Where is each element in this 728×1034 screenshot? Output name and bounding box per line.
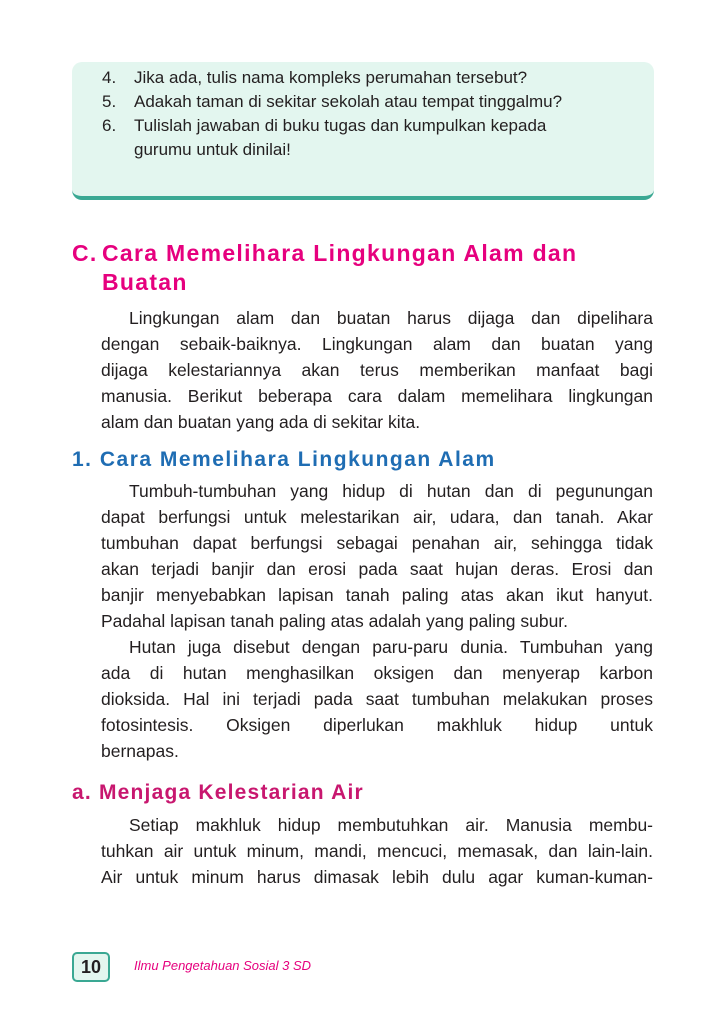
paragraph-line: Air untuk minum harus dimasak lebih dulu agar kuman-kuman- bbox=[101, 867, 653, 887]
task-number: 6. bbox=[102, 116, 117, 135]
paragraph-line: tumbuhan dapat berfungsi sebagai penahan air, sehingga tidak bbox=[101, 533, 653, 553]
paragraph-line: dapat berfungsi untuk melestarikan air, udara, dan tanah. Akar bbox=[101, 507, 653, 527]
paragraph-line: fotosintesis. Oksigen diperlukan makhluk hidup untuk bbox=[101, 715, 653, 735]
paragraph-line: manusia. Berikut beberapa cara dalam memelihara lingkungan bbox=[101, 386, 653, 406]
task-box bbox=[72, 62, 654, 200]
section-a-paragraph bbox=[101, 812, 653, 890]
task-text: gurumu untuk dinilai! bbox=[134, 140, 291, 159]
task-text: Jika ada, tulis nama kompleks perumahan tersebut? bbox=[134, 68, 528, 87]
section-1-heading: 1. Cara Memelihara Lingkungan Alam bbox=[72, 448, 496, 471]
page-number: 10 bbox=[72, 952, 110, 982]
paragraph-line: dengan sebaik-baiknya. Lingkungan alam dan buatan yang bbox=[101, 334, 653, 354]
section-c-letter: C. bbox=[72, 240, 98, 266]
task-item-5 bbox=[102, 90, 562, 114]
footer-book-title: Ilmu Pengetahuan Sosial 3 SD bbox=[134, 958, 312, 973]
task-number: 4. bbox=[102, 68, 117, 87]
task-list bbox=[102, 66, 562, 162]
paragraph-line: bernapas. bbox=[101, 741, 179, 761]
paragraph-line: akan terjadi banjir dan erosi pada saat hujan deras. Erosi dan bbox=[101, 559, 653, 579]
section-c-title-line1: Cara Memelihara Lingkungan Alam dan bbox=[102, 240, 578, 266]
section-1-paragraph-1 bbox=[101, 478, 653, 634]
section-c-heading bbox=[72, 239, 577, 297]
section-c-title-line2: Buatan bbox=[102, 269, 188, 295]
paragraph-line: tuhkan air untuk minum, mandi, mencuci, memasak, dan lain-lain. bbox=[101, 841, 653, 861]
paragraph-line: banjir menyebabkan lapisan tanah paling atas akan ikut hanyut. bbox=[101, 585, 653, 605]
paragraph-line: Setiap makhluk hidup membutuhkan air. Manusia membu- bbox=[129, 815, 653, 835]
paragraph-line: Padahal lapisan tanah paling atas adalah yang paling subur. bbox=[101, 611, 569, 631]
section-1-paragraph-2 bbox=[101, 634, 653, 764]
task-number: 5. bbox=[102, 92, 117, 111]
task-item-6 bbox=[102, 114, 562, 162]
section-c-paragraph bbox=[101, 305, 653, 435]
paragraph-line: dijaga kelestariannya akan terus memberikan manfaat bagi bbox=[101, 360, 653, 380]
paragraph-line: Lingkungan alam dan buatan harus dijaga dan dipelihara bbox=[129, 308, 653, 328]
task-item-4 bbox=[102, 66, 562, 90]
paragraph-line: ada di hutan menghasilkan oksigen dan menyerap karbon bbox=[101, 663, 653, 683]
paragraph-line: alam dan buatan yang ada di sekitar kita. bbox=[101, 412, 421, 432]
task-text: Adakah taman di sekitar sekolah atau tempat tinggalmu? bbox=[134, 92, 563, 111]
section-a-heading: a. Menjaga Kelestarian Air bbox=[72, 781, 364, 804]
task-text: Tulislah jawaban di buku tugas dan kumpulkan kepada bbox=[134, 116, 547, 135]
paragraph-line: Hutan juga disebut dengan paru-paru dunia. Tumbuhan yang bbox=[129, 637, 653, 657]
paragraph-line: Tumbuh-tumbuhan yang hidup di hutan dan di pegunungan bbox=[129, 481, 653, 501]
paragraph-line: dioksida. Hal ini terjadi pada saat tumbuhan melakukan proses bbox=[101, 689, 653, 709]
